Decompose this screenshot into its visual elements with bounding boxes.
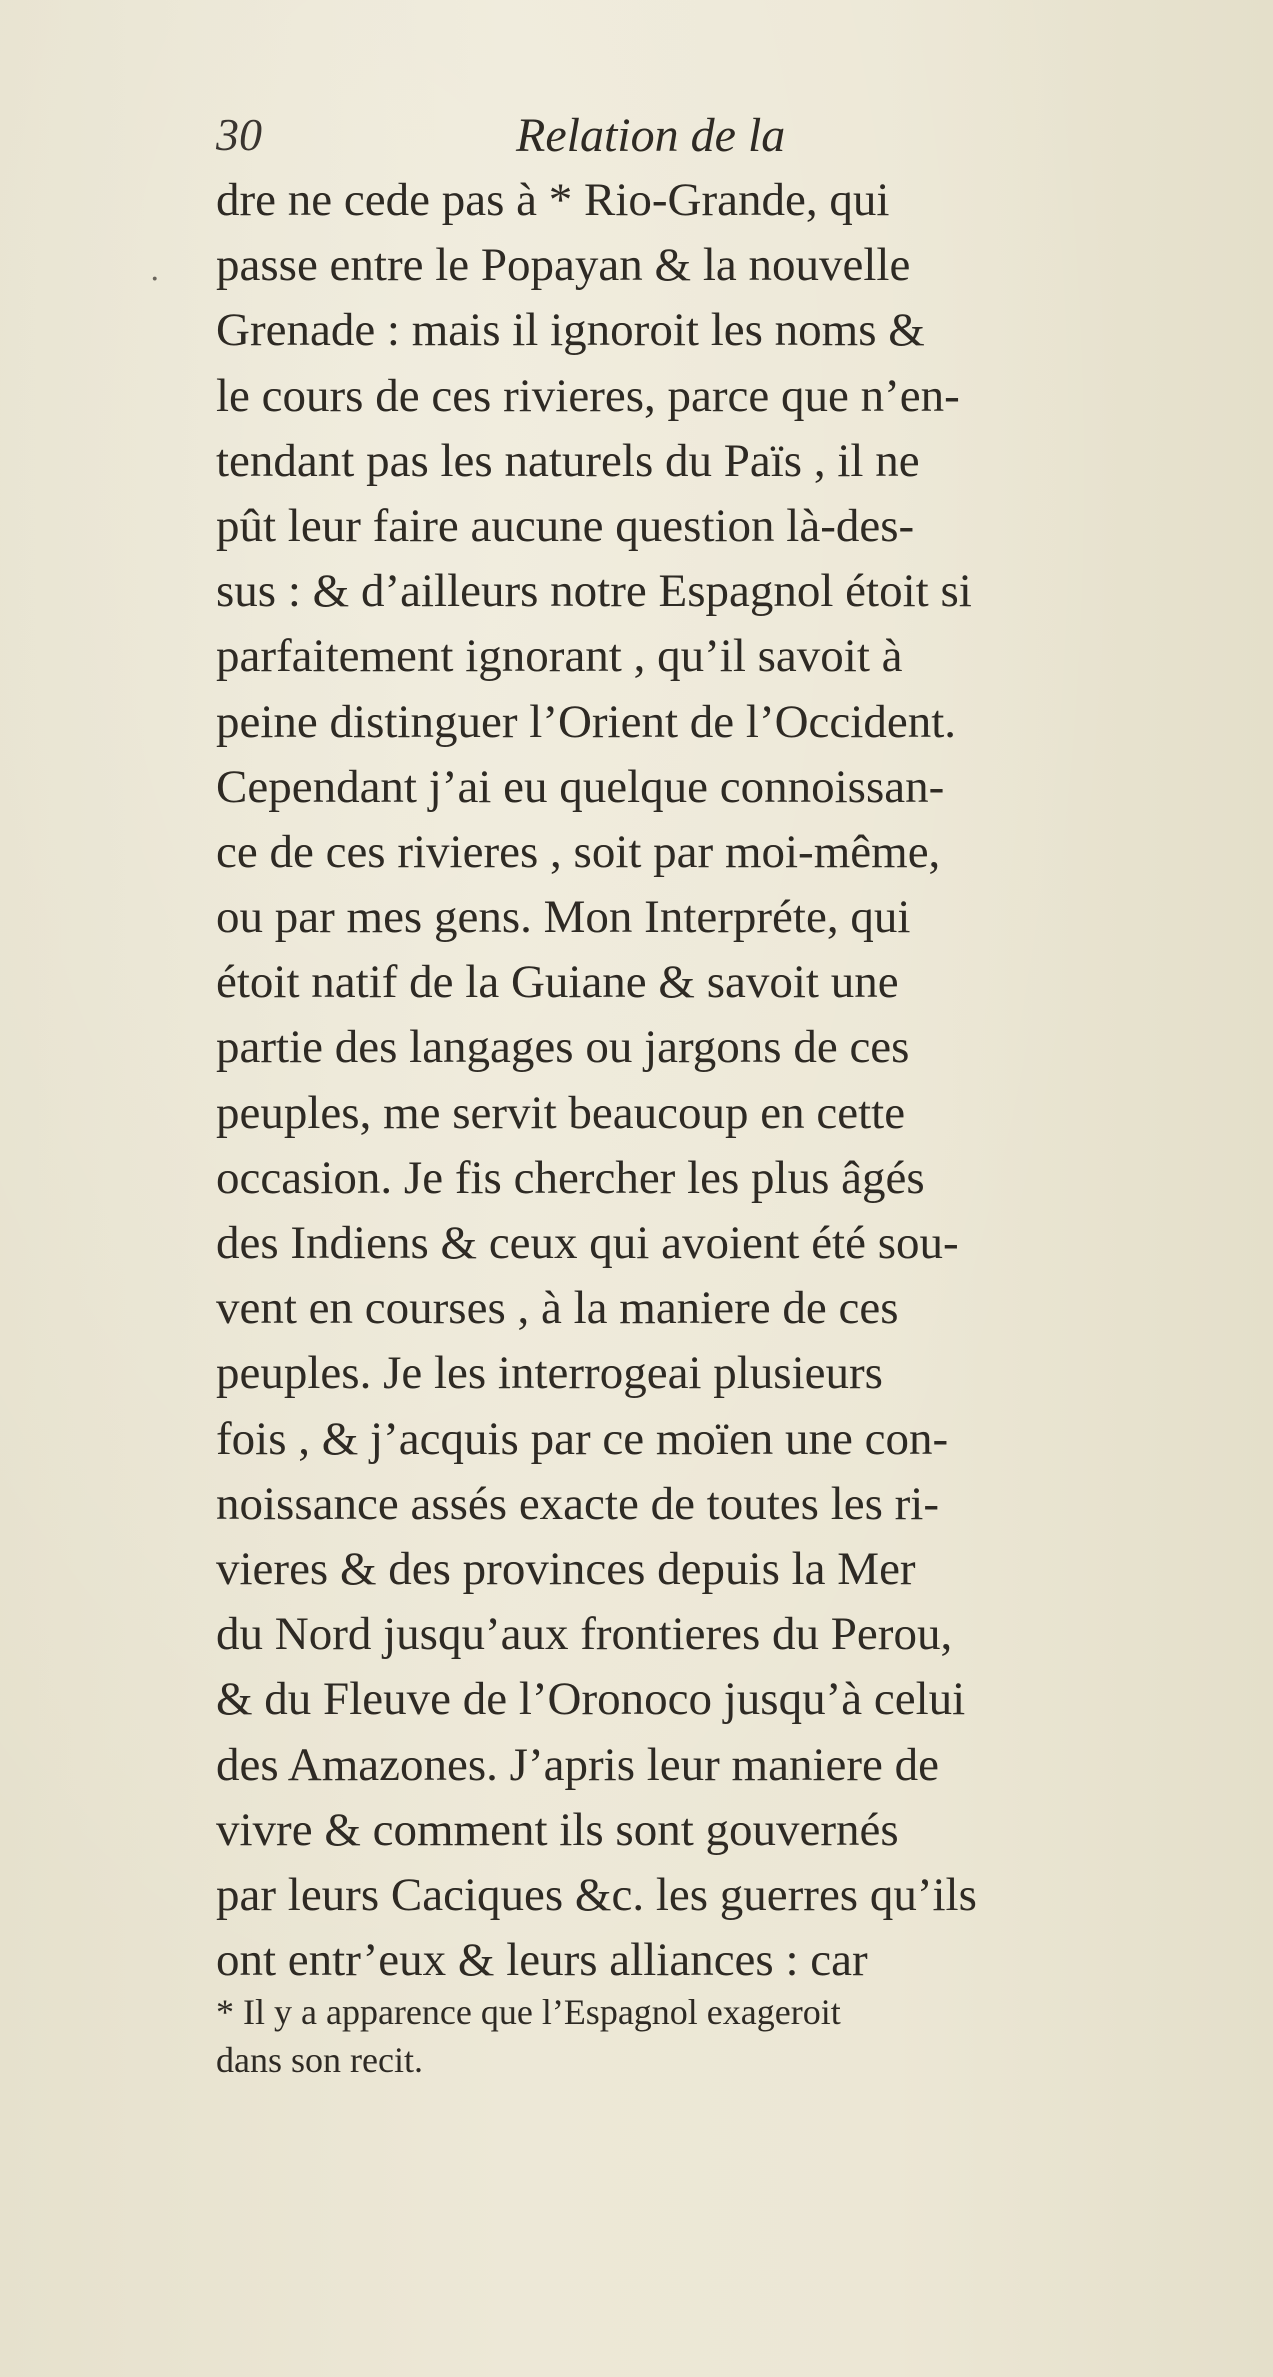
text-line: pût leur faire aucune question là-des- [216,499,915,552]
footnote [216,1988,1236,2084]
text-line: fois , & j’acquis par ce moïen une con- [216,1412,949,1465]
text-line: des Amazones. J’apris leur maniere de [216,1738,940,1791]
text-line: étoit natif de la Guiane & savoit une [216,956,899,1009]
text-line: ou par mes gens. Mon Interpréte, qui [216,891,911,944]
text-line: le cours de ces rivieres, parce que n’en- [216,369,960,422]
text-line: occasion. Je fis chercher les plus âgés [216,1151,925,1204]
text-line: noissance assés exacte de toutes les ri- [216,1477,940,1530]
text-line: Cependant j’ai eu quelque connoissan- [216,760,945,813]
page-number: 30 [216,109,262,160]
running-head: Relation de la [516,109,786,162]
footnote-line: * Il y a apparence que l’Espagnol exageroit [216,1992,841,2032]
text-line: ont entr’eux & leurs alliances : car [216,1934,868,1987]
text-line: par leurs Caciques &c. les guerres qu’ils [216,1868,977,1921]
text-line: ce de ces rivieres , soit par moi-même, [216,825,941,878]
stray-ink-dot: · [150,262,160,297]
text-line: des Indiens & ceux qui avoient été sou- [216,1217,959,1269]
text-line: peine distinguer l’Orient de l’Occident. [216,695,956,748]
text-line: peuples, me servit beaucoup en cette [216,1086,906,1139]
page-header [216,108,1076,168]
body-text [216,168,1236,1993]
text-line: vivre & comment ils sont gouvernés [216,1803,899,1856]
text-line: du Nord jusqu’aux frontieres du Perou, [216,1608,953,1661]
footnote-line: dans son recit. [216,2040,423,2080]
text-line: peuples. Je les interrogeai plusieurs [216,1347,883,1400]
text-line: passe entre le Popayan & la nouvelle [216,239,911,292]
text-line: vieres & des provinces depuis la Mer [216,1542,916,1595]
text-line: vent en courses , à la maniere de ces [216,1282,899,1335]
text-line: Grenade : mais il ignoroit les noms & [216,304,925,357]
text-line: & du Fleuve de l’Oronoco jusqu’à celui [216,1673,966,1726]
text-line: sus : & d’ailleurs notre Espagnol étoit si [216,565,972,618]
text-line: partie des langages ou jargons de ces [216,1021,910,1074]
text-line: parfaitement ignorant , qu’il savoit à [216,630,903,683]
text-line: tendant pas les naturels du Païs , il ne [216,434,920,487]
text-line: dre ne cede pas à * Rio-Grande, qui [216,174,890,226]
